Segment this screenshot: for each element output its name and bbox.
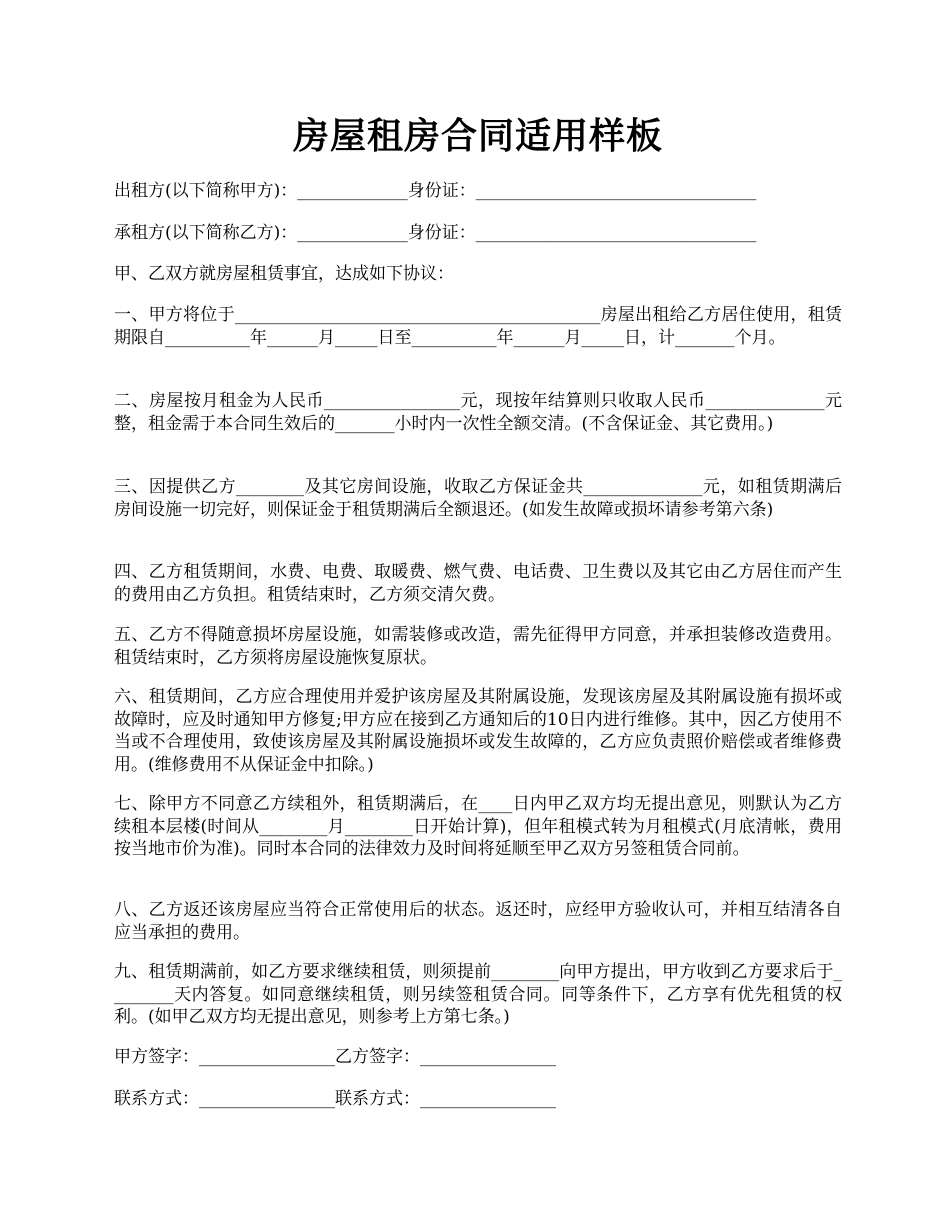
agreement-intro: 甲、乙双方就房屋租赁事宜，达成如下协议：: [114, 264, 454, 284]
signature-line: 甲方签字：________________乙方签字：________________: [114, 1047, 556, 1067]
document-title: 房屋租房合同适用样板: [292, 115, 663, 157]
clause-6: 六、租赁期间，乙方应合理使用并爱护该房屋及其附属设施，发现该房屋及其附属设施有损坏或故障时，应及时通知甲方修复;甲方应在接到乙方通知后的10日内进行维修。其中，因乙方使用不当或不合理使用，致使该房屋及其附属设施损坏或发生故障的，乙方应负责照价赔偿或者维修费用。(维修费用不从保证金中扣除。): [114, 687, 842, 775]
clause-8: 八、乙方返还该房屋应当符合正常使用后的状态。返还时，应经甲方验收认可，并相互结清各自应当承担的费用。: [114, 900, 842, 943]
clause-2: 二、房屋按月租金为人民币________________元，现按年结算则只收取人民币______________元整，租金需于本合同生效后的_______小时内一次性全额交清。(不含保证金、其它费用。): [114, 391, 842, 434]
clause-3: 三、因提供乙方________及其它房间设施，收取乙方保证金共______________元，如租赁期满后房间设施一切完好，则保证金于租赁期满后全额退还。(如发生故障或损坏请参考第六条): [114, 477, 842, 520]
contract-page: [114, 0, 842, 1230]
clause-7: 七、除甲方不同意乙方续租外，租赁期满后，在____日内甲乙双方均无提出意见，则默认为乙方续租本层楼(时间从________月________日开始计算)，但年租模式转为月租模式(月底清帐，费用按当地市价为准)。同时本合同的法律效力及时间将延顺至甲乙双方另签租赁合同前。: [114, 794, 842, 860]
clause-4: 四、乙方租赁期间，水费、电费、取暖费、燃气费、电话费、卫生费以及其它由乙方居住而产生的费用由乙方负担。租赁结束时，乙方须交清欠费。: [114, 562, 842, 605]
contact-line: 联系方式：________________联系方式：________________: [114, 1089, 556, 1109]
clause-9: 九、租赁期满前，如乙方要求继续租赁，则须提前________向甲方提出，甲方收到乙方要求后于________天内答复。如同意继续租赁，则另续签租赁合同。同等条件下，乙方享有优先租赁的权利。(如甲乙双方均无提出意见，则参考上方第七条。): [114, 962, 842, 1028]
clause-5: 五、乙方不得随意损坏房屋设施，如需装修或改造，需先征得甲方同意，并承担装修改造费用。租赁结束时，乙方须将房屋设施恢复原状。: [114, 625, 842, 668]
clause-1: 一、甲方将位于___________________________________________房屋出租给乙方居住使用，租赁期限自__________年______月_____日至__________年______月_____日，计_______个月。: [114, 305, 842, 348]
lessor-info-line: 出租方(以下简称甲方)：_____________身份证：_________________________________: [114, 181, 757, 201]
lessee-info-line: 承租方(以下简称乙方)：_____________身份证：_________________________________: [114, 223, 757, 243]
